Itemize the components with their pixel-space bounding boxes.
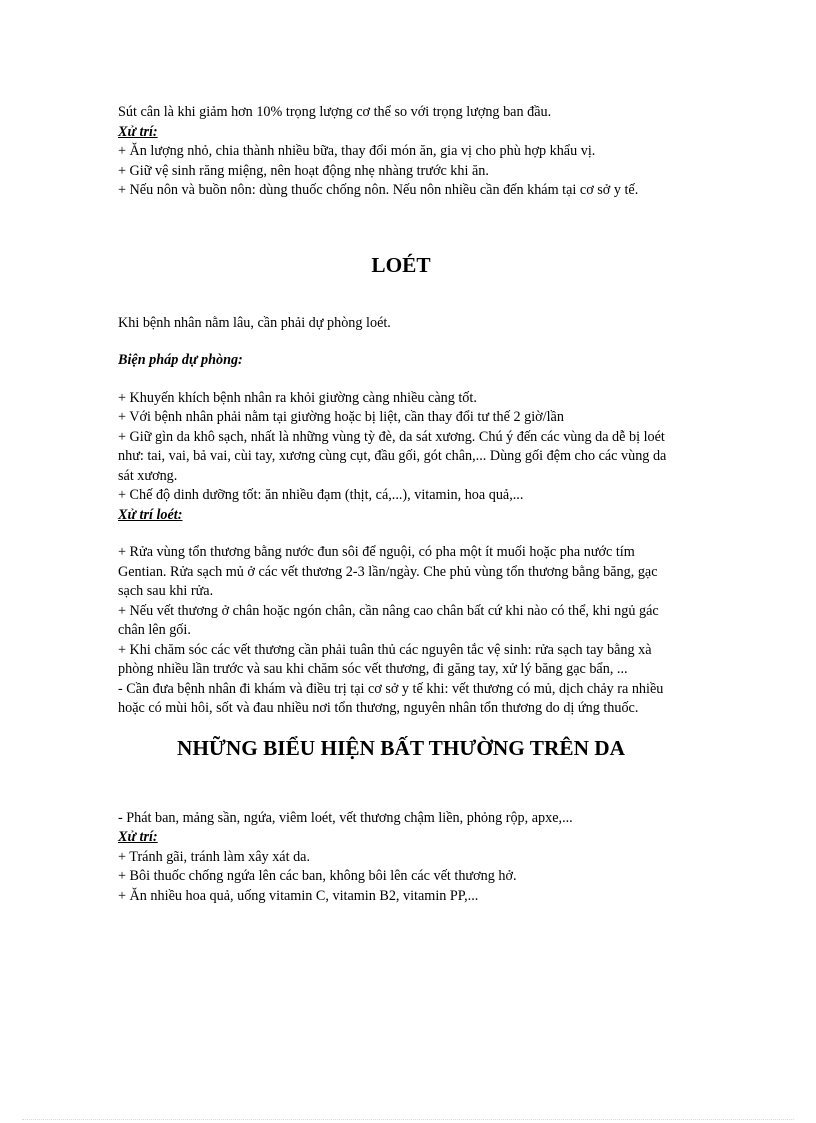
list-item: + Khuyến khích bệnh nhân ra khỏi giường càng nhiều càng tốt. [118, 389, 477, 406]
list-item: + Giữ gìn da khô sạch, nhất là những vùng tỳ đè, da sát xương. Chú ý đến các vùng da dễ bị loét như: tai, vai, bả vai, cùi tay, xương cùng cụt, đầu gối, gót chân,... Dùng gối đệm cho các vùng da sát xương. [118, 428, 667, 484]
list-item: + Giữ vệ sinh răng miệng, nên hoạt động nhẹ nhàng trước khi ăn. [118, 162, 489, 179]
weight-loss-definition: Sút cân là khi giảm hơn 10% trọng lượng cơ thể so với trọng lượng ban đầu. [118, 104, 552, 120]
prevention-heading: Biện pháp dự phòng: [118, 352, 243, 368]
list-item: + Với bệnh nhân phải nằm tại giường hoặc bị liệt, cần thay đổi tư thế 2 giờ/lần [118, 409, 564, 425]
list-item: + Tránh gãi, tránh làm xây xát da. [118, 848, 311, 865]
page-bottom-divider [22, 1119, 794, 1120]
list-item: + Ăn nhiều hoa quả, uống vitamin C, vitamin B2, vitamin PP,... [118, 887, 479, 904]
document-page [118, 103, 684, 906]
prevention-list [118, 389, 684, 506]
list-item: + Khi chăm sóc các vết thương cần phải tuân thủ các nguyên tắc vệ sinh: rửa sạch tay bằng xà phòng nhiều lần trước và sau khi chăm sóc vết thương, đi găng tay, xử lý băng gạc bẩn, ... [118, 641, 652, 677]
ulcer-section-title: LOÉT [371, 252, 431, 277]
list-item: + Chế độ dinh dưỡng tốt: ăn nhiều đạm (thịt, cá,...), vitamin, hoa quả,... [118, 487, 524, 503]
ulcer-treatment-heading: Xử trí loét: [118, 506, 183, 523]
list-item: + Ăn lượng nhỏ, chia thành nhiều bữa, thay đổi món ăn, gia vị cho phù hợp khẩu vị. [118, 143, 596, 159]
ulcer-treatment-list [118, 543, 684, 719]
list-item: + Rửa vùng tổn thương bằng nước đun sôi để nguội, có pha một ít muối hoặc pha nước tím Gentian. Rửa sạch mủ ở các vết thương 2-3 lần/ngày. Che phủ vùng tổn thương bằng băng, gạc sạch sau khi rửa. [118, 544, 658, 599]
list-item: + Bôi thuốc chống ngứa lên các ban, không bôi lên các vết thương hở. [118, 868, 517, 884]
ulcer-intro: Khi bệnh nhân nằm lâu, cần phải dự phòng loét. [118, 314, 391, 331]
treatment-heading: Xử trí: [118, 123, 158, 140]
skin-section-title: NHỮNG BIỂU HIỆN BẤT THƯỜNG TRÊN DA [176, 735, 626, 760]
list-item: + Nếu nôn và buồn nôn: dùng thuốc chống nôn. Nếu nôn nhiều cần đến khám tại cơ sở y tế. [118, 182, 639, 198]
list-item: - Cần đưa bệnh nhân đi khám và điều trị tại cơ sở y tế khi: vết thương có mủ, dịch chảy ra nhiều hoặc có mùi hôi, sốt và đau nhiều nơi tổn thương, nguyên nhân tổn thương do dị ứng thuốc. [118, 680, 664, 716]
list-item: + Nếu vết thương ở chân hoặc ngón chân, cần nâng cao chân bất cứ khi nào có thể, khi ngủ gác chân lên gối. [118, 602, 659, 638]
skin-treatment-heading: Xử trí: [118, 829, 158, 845]
skin-symptoms: - Phát ban, mảng sần, ngứa, viêm loét, vết thương chậm liền, phỏng rộp, apxe,... [118, 809, 573, 826]
